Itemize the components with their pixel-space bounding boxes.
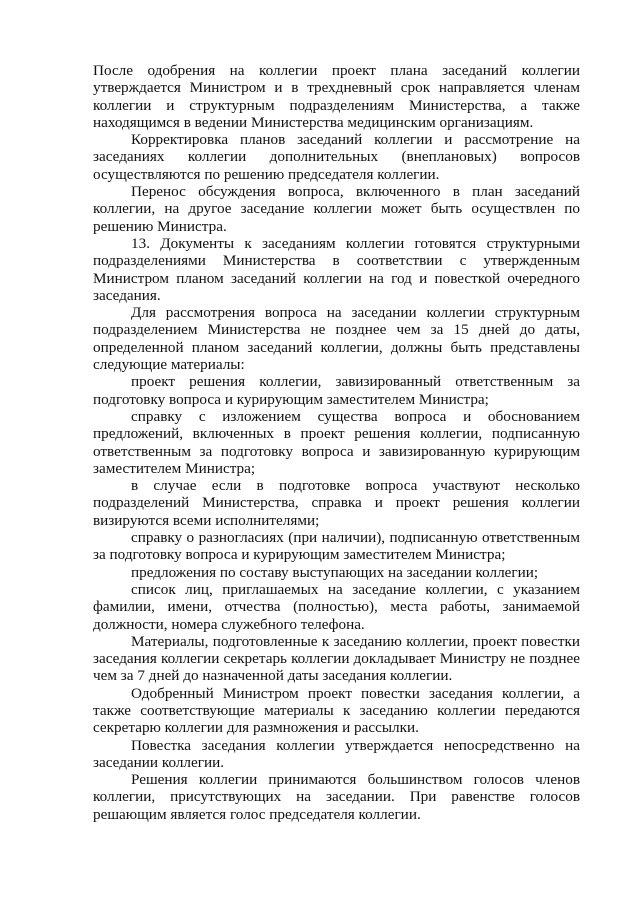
list-item-speakers: предложения по составу выступающих на заседании коллегии; <box>131 563 539 581</box>
paragraph-agenda-approval: Повестка заседания коллегии утверждается непосредственно на заседании коллегии. <box>93 736 580 771</box>
paragraph-approval-plan: После одобрения на коллегии проект плана заседаний коллегии утверждается Министром и в трехдневный срок направляется членам коллегии и структурным подразделениям Министерства, а также находящимся в ведении Министерства медицинским организациям. <box>93 62 580 131</box>
list-item-multiple-departments: в случае если в подготовке вопроса участвуют несколько подразделений Министерства, справка и проект решения коллегии визируются всеми исполнителями; <box>93 477 580 529</box>
document-page <box>93 62 580 823</box>
paragraph-agenda-report: Материалы, подготовленные к заседанию коллегии, проект повестки заседания коллегии секретарь коллегии докладывает Министру не позднее чем за 7 дней до назначенной даты заседания коллегии. <box>93 632 580 685</box>
list-item-invited-persons: список лиц, приглашаемых на заседание коллегии, с указанием фамилии, имени, отчества (полностью), места работы, занимаемой должности, номера служебного телефона. <box>93 580 580 633</box>
paragraph-approved-agenda: Одобренный Министром проект повестки заседания коллегии, а также соответствующие материалы к заседанию коллегии передаются секретарю коллегии для размножения и рассылки. <box>93 684 580 737</box>
list-item-draft-decision: проект решения коллегии, завизированный ответственным за подготовку вопроса и курирующим заместителем Министра; <box>93 373 580 408</box>
list-item-reference-note: справку с изложением существа вопроса и обоснованием предложений, включенных в проект решения коллегии, подписанную ответственным за подготовку вопроса и завизированную курирующим заместителем Министра; <box>93 407 580 477</box>
list-item-disagreements: справку о разногласиях (при наличии), подписанную ответственным за подготовку вопроса и курирующим заместителем Министра; <box>93 529 580 564</box>
paragraph-decisions-voting: Решения коллегии принимаются большинством голосов членов коллегии, присутствующих на заседании. При равенстве голосов решающим является голос председателя коллегии. <box>93 771 580 823</box>
paragraph-materials-required: Для рассмотрения вопроса на заседании коллегии структурным подразделением Министерства не позднее чем за 15 дней до даты, определенной планом заседаний коллегии, должны быть представлены следующие материалы: <box>93 304 580 374</box>
paragraph-plan-correction: Корректировка планов заседаний коллегии и рассмотрение на заседаниях коллегии дополнительных (внеплановых) вопросов осуществляются по решению председателя коллегии. <box>93 131 580 183</box>
paragraph-transfer-discussion: Перенос обсуждения вопроса, включенного в план заседаний коллегии, на другое заседание коллегии может быть осуществлен по решению Министра. <box>93 183 580 235</box>
paragraph-item-13: 13. Документы к заседаниям коллегии готовятся структурными подразделениями Министерства в соответствии с утвержденным Министром планом заседаний коллегии на год и повесткой очередного заседания. <box>93 234 580 304</box>
